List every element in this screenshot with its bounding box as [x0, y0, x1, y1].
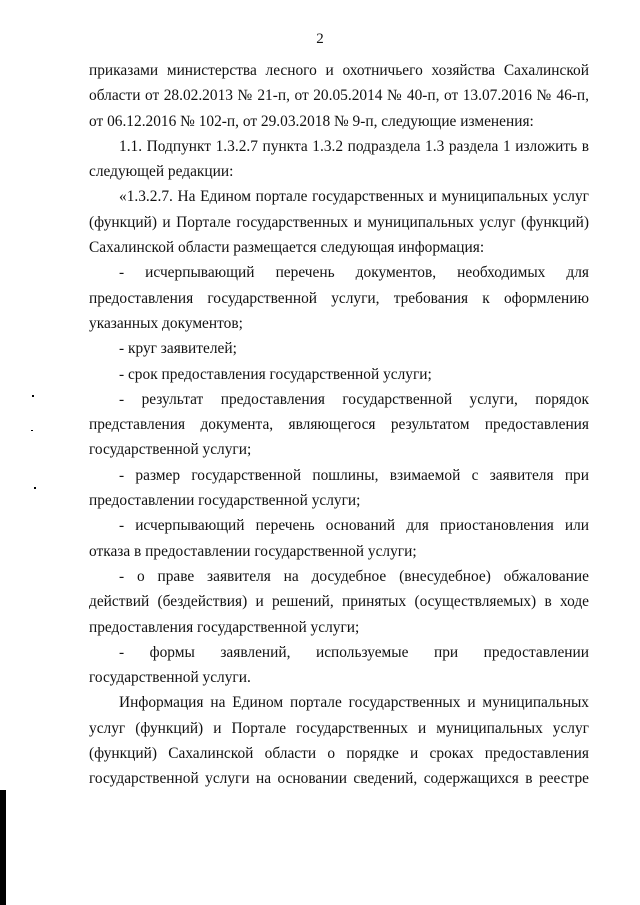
paragraph-intro: приказами министерства лесного и охотничьего хозяйства Сахалинской области от 28.02.2013 № 21-п, от 20.05.2014 № 40-п, от 13.07.2016 № 46-п, от 06.12.2016 № 102-п, от 29.03.2018 № 9-п, следующие изменения:	[89, 62, 589, 130]
scan-speck	[31, 430, 33, 431]
paragraph-portal-info: Информация на Едином портале государственных и муниципальных услуг (функций) и Портале государственных и муниципальных услуг (функций) Сахалинской области о порядке и сроках предоставления государственной услуги на основании сведений, содержащихся в реестре	[89, 694, 589, 788]
list-item-appeal-right: - о праве заявителя на досудебное (внесудебное) обжалование действий (бездействия) и решений, принятых (осуществляемых) в ходе предоставления государственной услуги;	[89, 567, 589, 636]
list-item-application-forms: - формы заявлений, используемые при предоставлении государственной услуги.	[89, 643, 589, 687]
document-body	[89, 58, 589, 792]
paragraph-clause-1-3-2-7: «1.3.2.7. На Едином портале государственных и муниципальных услуг (функций) и Портале государственных и муниципальных услуг (функций) Сахалинской области размещается следующая информация:	[89, 188, 589, 257]
list-item-term: - срок предоставления государственной услуги;	[119, 365, 432, 383]
paragraph-item-1-1: 1.1. Подпункт 1.3.2.7 пункта 1.3.2 подраздела 1.3 раздела 1 изложить в следующей редакции:	[89, 137, 589, 181]
scan-edge-mark	[0, 790, 6, 905]
list-item-documents: - исчерпывающий перечень документов, необходимых для предоставления государственной услуги, требования к оформлению указанных документов;	[89, 264, 589, 332]
list-item-duty: - размер государственной пошлины, взимаемой с заявителя при предоставлении государственной услуги;	[89, 466, 589, 510]
list-item-applicants: - круг заявителей;	[119, 340, 237, 358]
scan-speck	[32, 395, 34, 397]
list-item-result: - результат предоставления государственной услуги, порядок представления документа, являющегося результатом предоставления государственной услуги;	[89, 390, 589, 459]
scan-speck	[34, 487, 36, 489]
page-number: 2	[316, 31, 324, 47]
list-item-refusal-grounds: - исчерпывающий перечень оснований для приостановления или отказа в предоставлении государственной услуги;	[89, 517, 589, 560]
